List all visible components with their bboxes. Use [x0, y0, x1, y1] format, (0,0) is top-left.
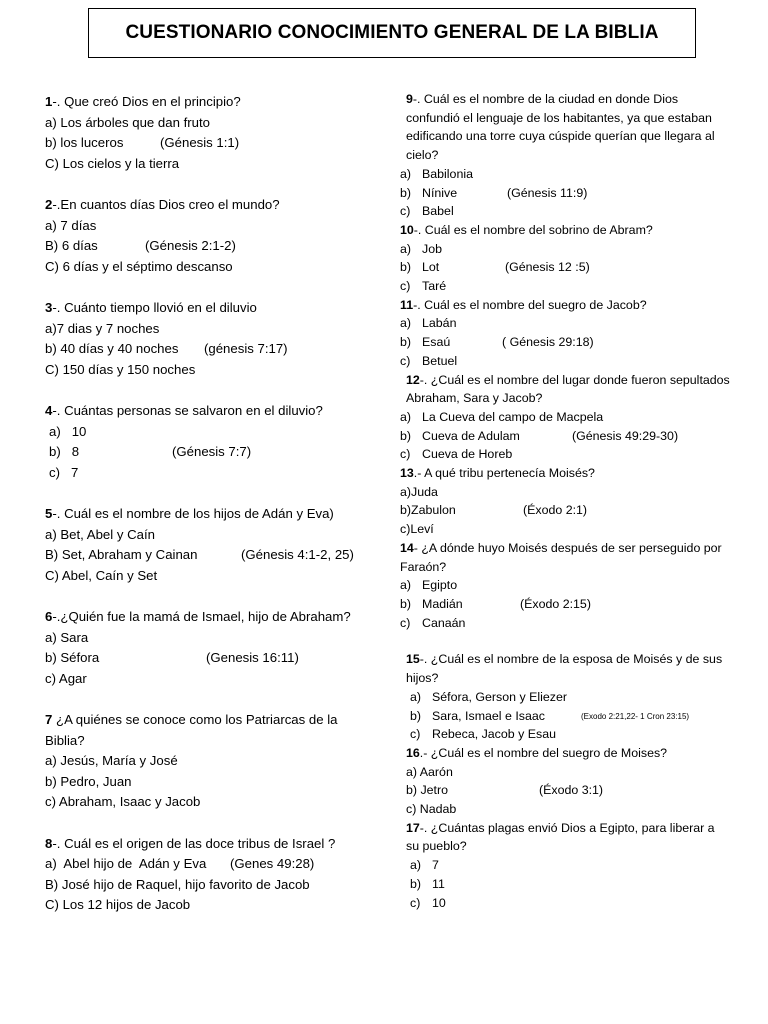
option-c: c) Abraham, Isaac y Jacob: [45, 794, 201, 809]
option-a: a) Los árboles que dan fruto: [45, 114, 210, 130]
question-text: 6-.¿Quién fue la mamá de Ismael, hijo de Abraham?: [45, 609, 351, 624]
bible-reference: (Génesis 11:9): [507, 185, 588, 200]
bible-reference: (Éxodo 3:1): [539, 783, 604, 798]
question-17: [400, 819, 730, 913]
question-2: [45, 195, 375, 277]
question-text: 11-. Cuál es el nombre del suegro de Jacob?: [400, 297, 647, 312]
option-b: b) 40 días y 40 noches (génesis 7:17): [45, 339, 375, 360]
option-a: a) Job: [400, 241, 442, 256]
question-text: 17-. ¿Cuántas plagas envió Dios a Egipto, para liberar a su pueblo?: [406, 820, 715, 854]
question-text: 16.- ¿Cuál es el nombre del suegro de Moises?: [406, 745, 668, 760]
option-b: b) los luceros (Génesis 1:1): [45, 133, 375, 154]
bible-reference: (Génesis 49:29-30): [572, 428, 679, 443]
option-b: b)Zabulon (Éxodo 2:1): [400, 501, 730, 520]
option-a: a) 7: [410, 858, 439, 873]
option-b: b) Esaú ( Génesis 29:18): [400, 333, 730, 352]
bible-reference: (Genes 49:28): [230, 856, 315, 871]
option-b: b) Lot (Génesis 12 :5): [400, 258, 730, 277]
option-b: b) Sara, Ismael e Isaac (Exodo 2:21,22- 1 Cron 23:15): [400, 707, 730, 726]
option-b: b) Madián (Éxodo 2:15): [400, 595, 730, 614]
right-column: [400, 90, 730, 912]
question-13: [400, 464, 730, 539]
question-text: 9-. Cuál es el nombre de la ciudad en donde Dios confundió el lenguaje de los habitantes, ya que estaban edificando una torre cuya cúspide querían que llegara al cielo?: [406, 92, 715, 163]
bible-reference: (Éxodo 2:15): [520, 596, 591, 611]
document-title: CUESTIONARIO CONOCIMIENTO GENERAL DE LA BIBLIA: [125, 22, 659, 43]
question-text: 12-. ¿Cuál es el nombre del lugar donde fueron sepultados Abraham, Sara y Jacob?: [406, 372, 730, 406]
question-text: 10-. Cuál es el nombre del sobrino de Abram?: [400, 222, 653, 237]
question-text: 8-. Cuál es el origen de las doce tribus de Israel ?: [45, 835, 336, 851]
question-text: 15-. ¿Cuál es el nombre de la esposa de Moisés y de sus hijos?: [406, 652, 723, 686]
option-a: a) Aarón: [406, 764, 453, 779]
question-9: [400, 90, 730, 221]
question-5: [45, 504, 375, 586]
option-c: c) Rebeca, Jacob y Esau: [410, 727, 556, 742]
question-11: [400, 296, 730, 371]
question-14: [400, 539, 730, 633]
option-c: C) Abel, Caín y Set: [45, 567, 158, 583]
option-b: b) Cueva de Adulam (Génesis 49:29-30): [400, 427, 730, 446]
option-c: c) Cueva de Horeb: [400, 447, 513, 462]
option-c: C) 150 días y 150 noches: [45, 361, 196, 377]
option-b: b) Nínive (Génesis 11:9): [400, 184, 730, 203]
option-b: b) Séfora (Genesis 16:11): [45, 648, 375, 669]
option-c: c) Taré: [400, 279, 447, 294]
option-b: b) 8 (Génesis 7:7): [45, 442, 375, 463]
question-16: [400, 744, 730, 819]
option-c: C) Los 12 hijos de Jacob: [45, 897, 191, 912]
question-3: [45, 298, 375, 380]
option-c: c)Leví: [400, 522, 434, 537]
option-b: b) Jetro (Éxodo 3:1): [400, 781, 730, 800]
option-c: c) 7: [49, 464, 79, 480]
option-c: C) Los cielos y la tierra: [45, 155, 180, 171]
option-a: a) Abel hijo de Adán y Eva (Genes 49:28): [45, 854, 375, 875]
option-a: a) Séfora, Gerson y Eliezer: [410, 689, 567, 704]
option-a: a)Juda: [400, 484, 438, 499]
question-4: [45, 401, 375, 483]
option-c: c) Canaán: [400, 615, 466, 630]
title-box: [88, 8, 696, 58]
left-column: [45, 92, 375, 937]
option-b: B) 6 días (Génesis 2:1-2): [45, 236, 375, 257]
bible-reference: (Génesis 2:1-2): [145, 238, 236, 253]
question-text: 7 ¿A quiénes se conoce como los Patriarcas de la Biblia?: [45, 712, 338, 748]
question-12: [400, 371, 730, 465]
bible-reference: (génesis 7:17): [204, 341, 288, 356]
bible-reference: (Génesis 12 :5): [505, 260, 590, 275]
question-text: 1-. Que creó Dios en el principio?: [45, 94, 241, 109]
question-7: [45, 710, 375, 813]
question-1: [45, 92, 375, 174]
question-10: [400, 221, 730, 296]
question-6: [45, 607, 375, 689]
option-b: b) Pedro, Juan: [45, 773, 132, 789]
question-text: 3-. Cuánto tiempo llovió en el diluvio: [45, 300, 257, 315]
question-8: [45, 834, 375, 916]
option-b: B) José hijo de Raquel, hijo favorito de Jacob: [45, 876, 310, 892]
option-a: a) Sara: [45, 629, 89, 645]
question-text: 5-. Cuál es el nombre de los hijos de Adán y Eva): [45, 506, 334, 521]
option-a: a) 10: [49, 423, 87, 439]
bible-reference: (Génesis 4:1-2, 25): [241, 547, 354, 562]
option-c: C) 6 días y el séptimo descanso: [45, 258, 233, 274]
option-a: a) Egipto: [400, 578, 458, 593]
option-a: a) 7 días: [45, 217, 97, 233]
option-a: a) La Cueva del campo de Macpela: [400, 409, 604, 424]
option-c: c) 10: [410, 895, 446, 910]
option-a: a)7 dias y 7 noches: [45, 320, 160, 336]
bible-reference: ( Génesis 29:18): [502, 335, 594, 350]
option-a: a) Labán: [400, 316, 457, 331]
option-a: a) Bet, Abel y Caín: [45, 526, 155, 542]
option-a: a) Jesús, María y José: [45, 753, 178, 768]
option-a: a) Babilonia: [400, 166, 473, 181]
question-text: 2-.En cuantos días Dios creo el mundo?: [45, 197, 280, 212]
bible-reference: (Génesis 1:1): [160, 135, 240, 150]
bible-reference: (Exodo 2:21,22- 1 Cron 23:15): [581, 711, 690, 721]
option-c: c) Agar: [45, 670, 87, 686]
question-15: [400, 650, 730, 744]
question-text: 14- ¿A dónde huyo Moisés después de ser perseguido por Faraón?: [400, 540, 722, 574]
bible-reference: (Génesis 7:7): [172, 444, 252, 459]
bible-reference: (Éxodo 2:1): [523, 503, 588, 518]
question-text: 4-. Cuántas personas se salvaron en el diluvio?: [45, 403, 323, 418]
option-b: b) 11: [410, 876, 445, 891]
bible-reference: (Genesis 16:11): [206, 650, 299, 665]
option-b: B) Set, Abraham y Cainan (Génesis 4:1-2, 25): [45, 545, 375, 566]
option-c: c) Betuel: [400, 353, 458, 368]
option-c: c) Nadab: [406, 802, 457, 817]
question-text: 13.- A qué tribu pertenecía Moisés?: [400, 466, 595, 481]
option-c: c) Babel: [400, 204, 454, 219]
